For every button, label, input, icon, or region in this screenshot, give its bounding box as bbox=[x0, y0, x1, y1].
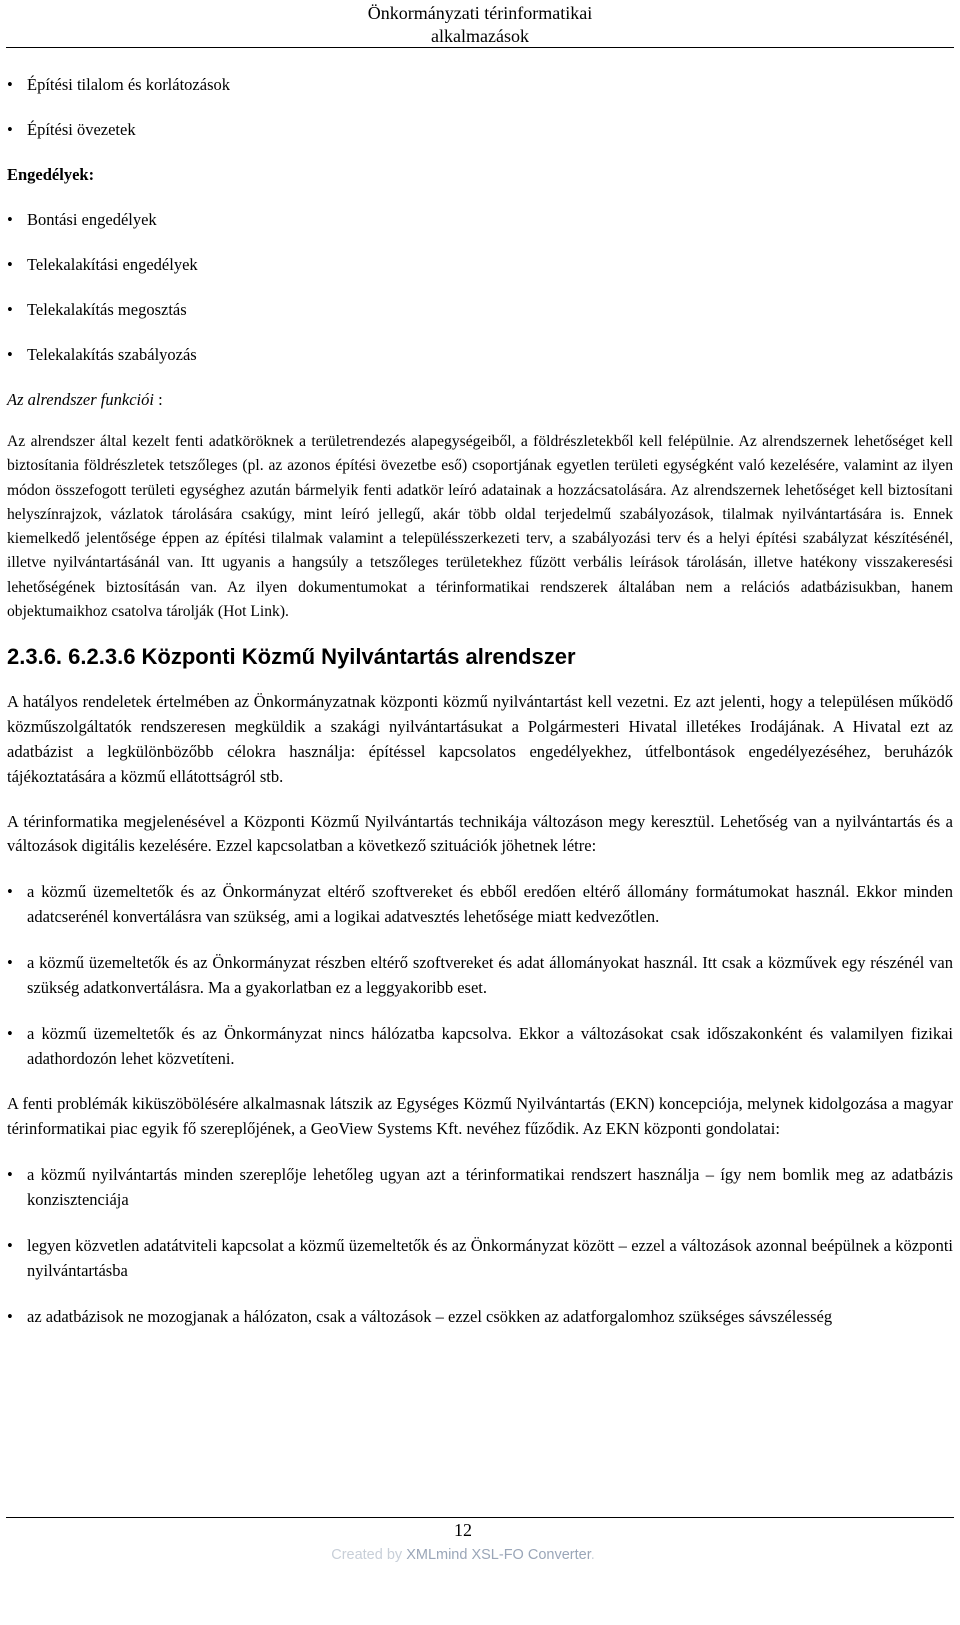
bullet-icon: • bbox=[7, 345, 13, 364]
list-item: • a közmű üzemeltetők és az Önkormányzat nincs hálózatba kapcsolva. Ekkor a változásokat csak időszakonként és valamilyen fizikai adathordozón lehet közvetíteni. bbox=[7, 1021, 953, 1071]
permit-bullet-list bbox=[7, 207, 953, 367]
bullet-icon: • bbox=[7, 75, 13, 94]
bullet-icon: • bbox=[7, 120, 13, 139]
functions-label: Az alrendszer funkciói : bbox=[7, 390, 163, 409]
ekn-bullet-list bbox=[7, 1162, 953, 1329]
header-rule bbox=[6, 47, 954, 48]
permits-label: Engedélyek: bbox=[7, 165, 95, 184]
list-item: • az adatbázisok ne mozogjanak a hálózaton, csak a változások – ezzel csökken az adatforgalomhoz szükséges sávszélesség bbox=[7, 1304, 953, 1329]
list-item: • Telekalakítás megosztás bbox=[7, 297, 953, 322]
list-item: • a közmű üzemeltetők és az Önkormányzat részben eltérő szoftvereket és adat állományokat használ. Itt csak a közművek egy részénél van szükség adatkonvertálásra. Ma a gyakorlatban ez a leggyakoribb eset. bbox=[7, 950, 953, 1000]
list-item: • a közmű üzemeltetők és az Önkormányzat eltérő szoftvereket és ebből eredően eltérő állomány formátumokat használ. Ekkor minden adatcserénél konvertálásra van szükség, ami a logikai adatvesztés lehetősége miatt kedvezőtlen. bbox=[7, 879, 953, 929]
section-heading: 2.3.6. 6.2.3.6 Központi Közmű Nyilvántartás alrendszer bbox=[7, 644, 576, 670]
paragraph-3: A fenti problémák kiküszöbölésére alkalmasnak látszik az Egységes Közmű Nyilvántartás (EKN) koncepciója, melynek kidolgozása a magyar térinformatikai piac egyik fő szereplőjének, a GeoView Systems Kft. nevéhez fűződik. Az EKN központi gondolatai: bbox=[7, 1094, 953, 1138]
bullet-icon: • bbox=[7, 1306, 13, 1326]
bullet-icon: • bbox=[7, 210, 13, 229]
paragraph-1: A hatályos rendeletek értelmében az Önkormányzatnak központi közmű nyilvántartást kell vezetni. Ez azt jelenti, hogy a településen működő közműszolgáltatók rendszeresen megküldik a szakági nyilvántartásukat a Polgármesteri Hivatal illetékes Irodájának. A Hivatal ezt az adatbázist a legkülönbözőbb célokra használja: építéssel kapcsolatos engedélyekhez, útfelbontások engedélyezéséhez, beruházók tájékoztatására a közmű ellátottságról stb. bbox=[7, 692, 953, 786]
bullet-icon: • bbox=[7, 1024, 13, 1044]
bullet-icon: • bbox=[7, 1164, 13, 1184]
paragraph-2: A térinformatika megjelenésével a Központi Közmű Nyilvántartás technikája változáson megy keresztül. Lehetőség van a nyilvántartás és a változások digitális kezelésére. Ezzel kapcsolatban a következő szituációk jöhetnek létre: bbox=[7, 811, 953, 856]
top-bullet-list bbox=[7, 72, 953, 142]
bullet-icon: • bbox=[7, 882, 13, 902]
page-content bbox=[7, 72, 953, 1350]
situation-bullet-list bbox=[7, 879, 953, 1071]
bullet-icon: • bbox=[7, 1235, 13, 1255]
list-item: • Bontási engedélyek bbox=[7, 207, 953, 232]
bullet-icon: • bbox=[7, 255, 13, 274]
footer-rule bbox=[6, 1517, 954, 1518]
list-item: • Telekalakítási engedélyek bbox=[7, 252, 953, 277]
converter-brand: XMLmind XSL-FO Converter bbox=[406, 1547, 591, 1563]
list-item: • a közmű nyilvántartás minden szereplője lehetőleg ugyan azt a térinformatikai rendszert használja – így nem bomlik meg az adatbázis konzisztenciája bbox=[7, 1162, 953, 1212]
list-item: • Telekalakítás szabályozás bbox=[7, 342, 953, 367]
header-title: Önkormányzati térinformatikai alkalmazások bbox=[367, 3, 593, 46]
page-number: 12 bbox=[454, 1520, 472, 1540]
list-item: • legyen közvetlen adatátviteli kapcsolat a közmű üzemeltetők és az Önkormányzat között – ezzel a változások azonnal beépülnek a központi nyilvántartásba bbox=[7, 1233, 953, 1283]
list-item: • Építési övezetek bbox=[7, 117, 953, 142]
bullet-icon: • bbox=[7, 300, 13, 319]
bullet-icon: • bbox=[7, 953, 13, 973]
converter-credit: Created by XMLmind XSL-FO Converter. bbox=[331, 1547, 595, 1563]
functions-paragraph: Az alrendszer által kezelt fenti adatköröknek a területrendezés alapegységeiből, a földrészletekből kell felépülnie. Az alrendszernek lehetőséget kell biztosítania földrészletek tetszőleges (pl. az azonos építési övezetbe eső) csoportjának egyetlen területi egységként való kezelésére, valamint az ilyen módon összefogott területi egységhez azután bármelyik fenti adatkör leíró adatainak a hozzácsatolására. Az alrendszernek lehetőséget kell biztosítani helyszínrajzok, vázlatok tárolására csakúgy, mint leíró jellegű, akár több oldal terjedelmű szabályozások, tilalmak nyilvántartására is. Ennek kiemelkedő jelentősége éppen az építési tilalmak valamint a településszerkezeti terv, a szabályozási terv és a helyi építési szabályzat készítésénél, illetve nyilvántartásánál van. Itt ugyanis a hangsúly a tetszőleges területekhez fűzött verbális leírások tárolásán, illetve hatékony visszakeresési lehetőségének biztosításán van. Az ilyen dokumentumokat a térinformatikai rendszerek általában nem a relációs adatbázisukban, hanem objektumaikhoz csatolva tárolják (Hot Link). bbox=[7, 433, 953, 621]
list-item: • Építési tilalom és korlátozások bbox=[7, 72, 953, 97]
